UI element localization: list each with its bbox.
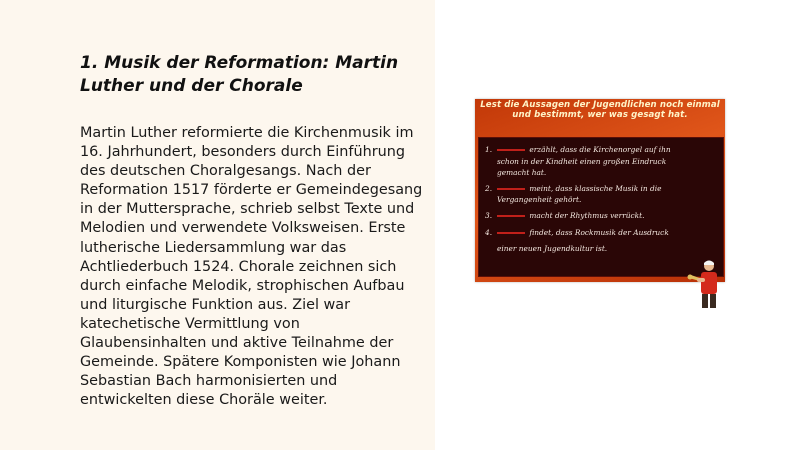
slide-title: 1. Musik der Reformation: Martin Luther und der Chorale — [80, 53, 399, 96]
list-item — [485, 225, 683, 257]
list-item — [485, 210, 683, 222]
saxophone-player-icon — [687, 258, 723, 310]
list-item-text: erzählt, dass die Kirchenorgel auf ihn schon in der Kindheit einen großen Eindruck gemacht hat. — [497, 145, 671, 177]
embedded-slide-content-box — [478, 137, 724, 277]
name-blank-marker — [497, 149, 525, 151]
slide-body-text: Martin Luther reformierte die Kirchenmusik im 16. Jahrhundert, besonders durch Einführung des deutschen Choralgesangs. Nach der Reformation 1517 förderte er Gemeindegesang in der Muttersprache, schrieb selbst Texte und Melodien und verwendete Volksweisen. Erste lutherische Liedersammlung war das Achtliederbuch 1524. Chorale zeichnen sich durch einfache Melodik, strophischen Aufbau und liturgische Funktion aus. Ziel war katechetische Vermittlung von Glaubensinhalten und aktive Teilnahme der Gemeinde. Spätere Komponisten wie Johann Sebastian Bach harmonisierten und entwickelten diese Choräle weiter. — [80, 125, 423, 409]
list-item-text: findet, dass Rockmusik der Ausdruck einer neuen Jugendkultur ist. — [497, 228, 669, 253]
name-blank-marker — [497, 232, 525, 234]
embedded-slide-header: Lest die Aussagen der Jugendlichen noch einmal und bestimmt, wer was gesagt hat. — [480, 100, 720, 120]
list-item-number: 1. — [485, 145, 493, 154]
name-blank-marker — [497, 215, 525, 217]
list-item-text: meint, dass klassische Musik in die Vergangenheit gehört. — [497, 183, 662, 204]
embedded-slide-image — [475, 99, 725, 282]
list-item — [485, 183, 683, 206]
name-blank-marker — [497, 188, 525, 190]
embedded-statement-list — [485, 144, 683, 261]
list-item-number: 2. — [485, 183, 493, 193]
list-item — [485, 144, 683, 179]
list-item-number: 3. — [485, 210, 493, 220]
list-item-number: 4. — [485, 228, 493, 237]
list-item-text: macht der Rhythmus verrückt. — [529, 210, 645, 220]
